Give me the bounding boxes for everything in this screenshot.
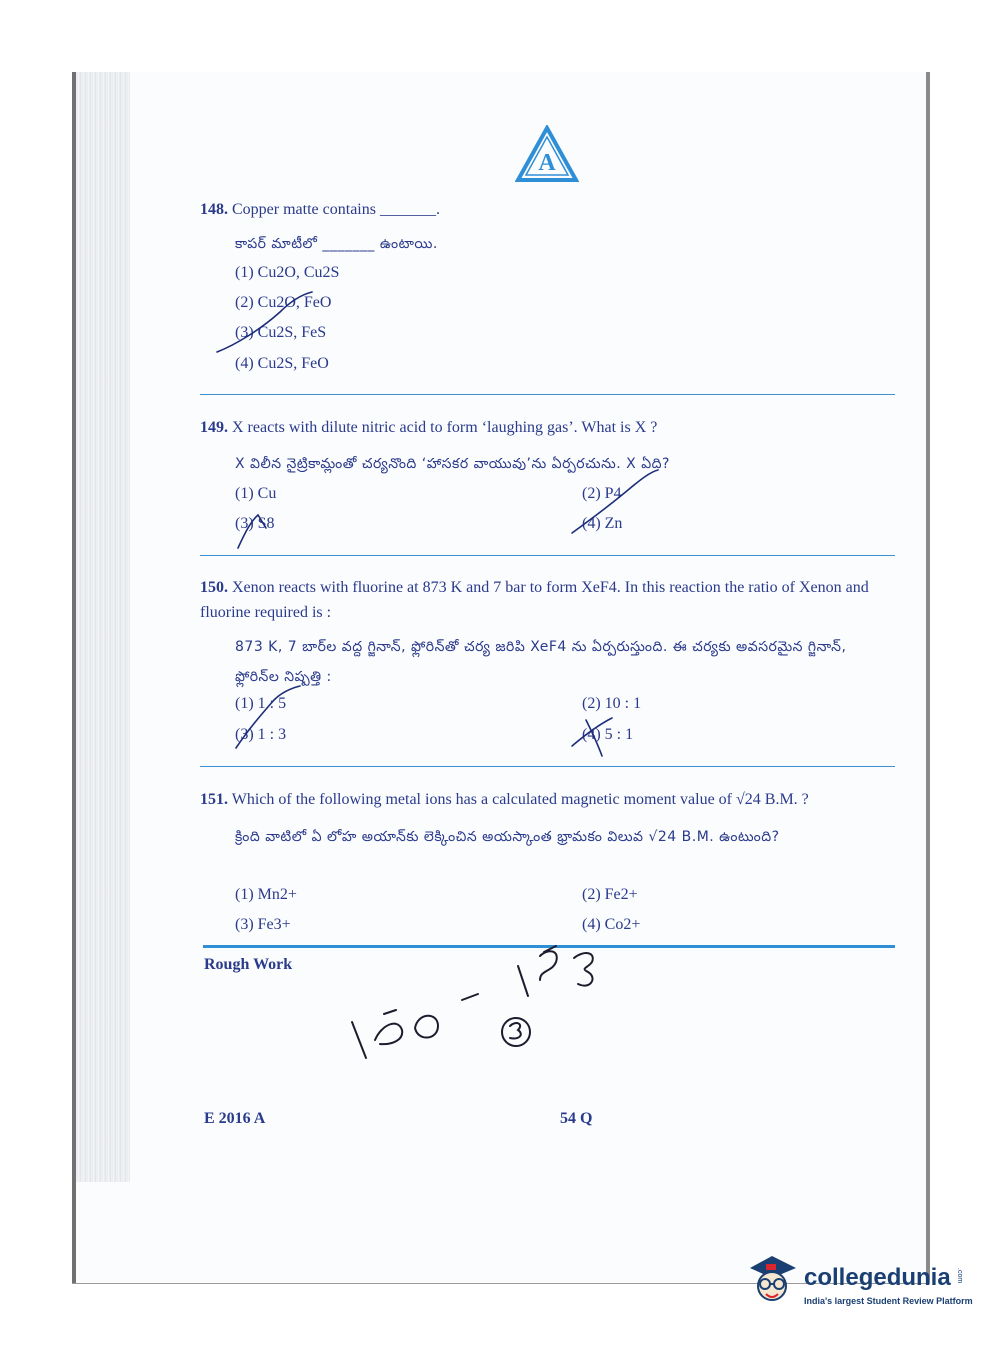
question-text-te: క్రింది వాటిలో ఏ లోహ అయాన్‌కు లెక్కించిన అయస్కాంత భ్రామకం విలువ √24 B.M. ఉంటుంది? <box>235 829 780 845</box>
option-4: (4) Cu2S, FeO <box>235 355 329 372</box>
option-2: (2) 10 : 1 <box>582 695 642 712</box>
option-1: (1) Mn2+ <box>235 886 297 903</box>
section-divider <box>200 555 895 556</box>
booklet-code-triangle-icon <box>515 125 579 183</box>
question-text-en: X reacts with dilute nitric acid to form ‘laughing gas’. What is X ? <box>232 419 658 436</box>
option-1: (1) 1 : 5 <box>235 695 287 712</box>
option-4: (4) Zn <box>582 515 623 532</box>
option-3: (3) Cu2S, FeS <box>235 324 327 341</box>
collegedunia-logo-icon <box>742 1250 802 1310</box>
section-divider <box>200 394 895 395</box>
page-stack-edges <box>72 72 130 1182</box>
option-2: (2) Fe2+ <box>582 886 638 903</box>
question-text-en: Xenon reacts with fluorine at 873 K and 7 bar to form XeF4. In this reaction the ratio of Xenon and fluorine required is : <box>200 579 869 621</box>
option-4: (4) 5 : 1 <box>582 726 634 743</box>
collegedunia-watermark <box>742 1250 972 1310</box>
question-text-te: X విలీన నైట్రికామ్లంతో చర్యనొంది ‘హాసకర వాయువు’ను ఏర్పరచును. X ఏది? <box>235 456 670 472</box>
question-148 <box>200 198 895 222</box>
question-text-te: కాపర్ మాటీలో _______ ఉంటాయి. <box>235 236 438 252</box>
section-divider <box>200 766 895 767</box>
rough-work-label: Rough Work <box>204 956 293 973</box>
booklet-code-letter: A <box>538 150 556 176</box>
option-1: (1) Cu <box>235 485 277 502</box>
option-3: (3) S8 <box>235 515 275 532</box>
question-151 <box>200 788 895 812</box>
question-number: 149. <box>200 419 228 436</box>
brand-tagline: India's largest Student Review Platform <box>804 1296 973 1306</box>
brand-name: collegedunia <box>804 1264 951 1291</box>
question-text-te: 873 K, 7 బార్‌ల వద్ద గ్జినాన్, ఫ్లోరిన్‌తో చర్య జరిపి XeF4 ను ఏర్పరుస్తుంది. ఈ చర్యకు అవసరమైన గ్జినాన్, ఫ్లోరిన్‌ల నిష్పత్తి : <box>235 639 847 685</box>
page-number: 54 Q <box>560 1110 593 1127</box>
question-text-en: Copper matte contains _______. <box>232 201 440 218</box>
option-3: (3) 1 : 3 <box>235 726 287 743</box>
option-2: (2) P4 <box>582 485 622 502</box>
brand-suffix: .com <box>956 1268 963 1284</box>
rough-work-divider <box>203 945 895 948</box>
option-2: (2) Cu2O, FeO <box>235 294 332 311</box>
footer-code: E 2016 A <box>204 1110 266 1127</box>
question-149 <box>200 416 895 440</box>
question-number: 148. <box>200 201 228 218</box>
question-number: 150. <box>200 579 228 596</box>
option-3: (3) Fe3+ <box>235 916 291 933</box>
question-150 <box>200 575 895 625</box>
page-left-border <box>72 72 76 1284</box>
option-4: (4) Co2+ <box>582 916 641 933</box>
option-1: (1) Cu2O, Cu2S <box>235 264 340 281</box>
question-number: 151. <box>200 791 228 808</box>
question-text-en: Which of the following metal ions has a calculated magnetic moment value of √24 B.M. ? <box>231 791 809 808</box>
